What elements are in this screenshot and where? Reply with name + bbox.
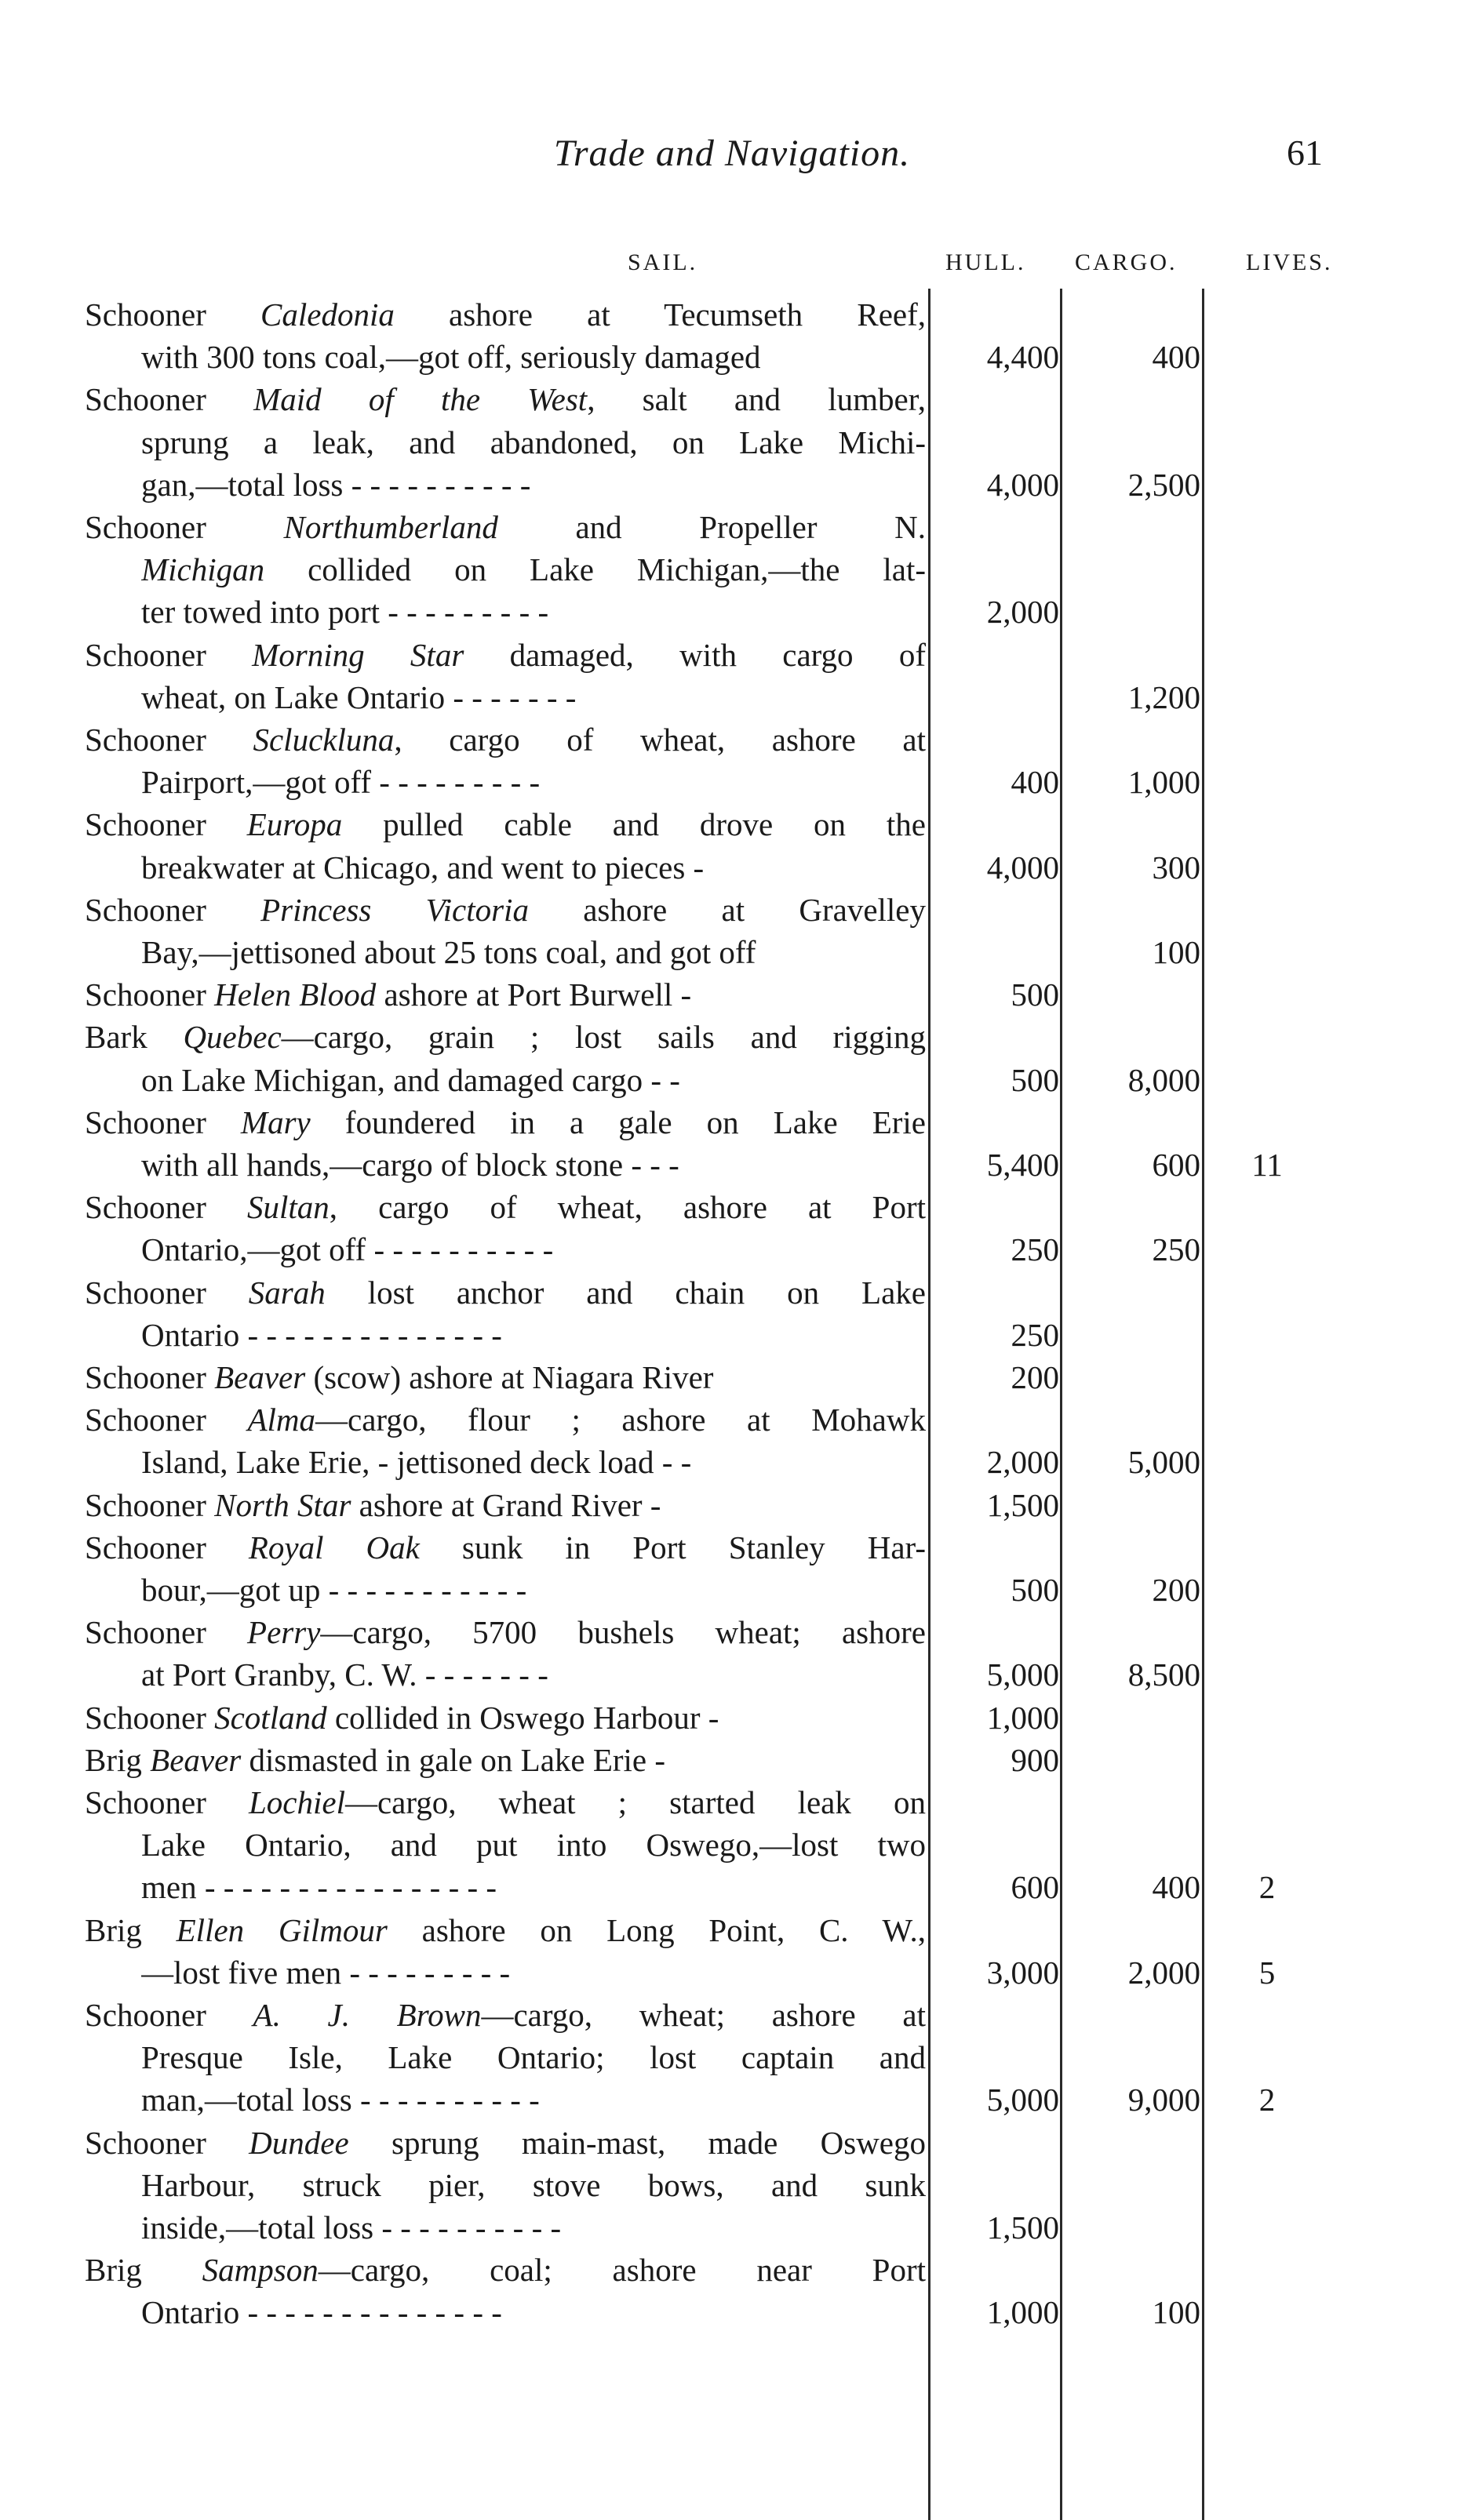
hull-value: 250 <box>1011 1316 1059 1353</box>
vessel-name: Lochiel <box>248 1784 345 1820</box>
entry-text: Schooner <box>85 806 247 843</box>
cargo-value: 1,200 <box>1127 678 1200 715</box>
entry-line <box>85 1189 926 1225</box>
hull-value: 5,000 <box>986 1656 1059 1693</box>
vessel-name: Sarah <box>248 1274 326 1311</box>
cargo-value: 1,000 <box>1127 764 1200 801</box>
vessel-name: Sultan <box>246 1189 330 1226</box>
hull-value: 400 <box>1011 764 1059 801</box>
hull-value: 3,000 <box>986 1954 1059 1991</box>
cargo-value: 400 <box>1152 339 1200 376</box>
column-header-sail: SAIL. <box>628 249 698 275</box>
entry-line <box>85 1997 926 2033</box>
entry-text: —cargo, 5700 bushels wheat; ashore <box>320 1614 926 1651</box>
entry-line <box>85 976 926 1013</box>
entry-line <box>85 1700 926 1736</box>
entry-line <box>85 2125 926 2161</box>
column-rule <box>928 289 930 2520</box>
entry-text: Schooner <box>85 1274 249 1311</box>
hull-value: 500 <box>1011 1061 1059 1098</box>
entry-line: Ontario - - - - - - - - - - - - - - <box>141 1316 502 1353</box>
entry-line: inside,—total loss - - - - - - - - - - <box>141 2209 562 2245</box>
entry-text: dismasted in gale on Lake Erie - <box>241 1741 666 1778</box>
entry-line: with 300 tons coal,—got off, seriously damaged <box>141 339 761 376</box>
entry-text: Schooner <box>85 1784 249 1820</box>
cargo-value: 8,000 <box>1127 1061 1200 1098</box>
hull-value: 4,400 <box>986 339 1059 376</box>
vessel-name: Scotland <box>214 1699 327 1736</box>
cargo-value: 8,500 <box>1127 1656 1200 1693</box>
vessel-name: Ellen Gilmour <box>176 1911 388 1948</box>
entry-text: Schooner <box>85 1402 248 1438</box>
vessel-name: Northumberland <box>283 509 498 545</box>
entry-line <box>85 1742 926 1778</box>
entry-text: Schooner <box>85 1189 247 1226</box>
entry-line <box>85 1402 926 1438</box>
hull-value: 200 <box>1011 1359 1059 1395</box>
vessel-name: Dundee <box>249 2124 349 2161</box>
entry-line <box>85 1529 926 1565</box>
vessel-name: Beaver <box>214 1359 306 1395</box>
entry-line: Lake Ontario, and put into Oswego,—lost two <box>141 1827 926 1864</box>
entry-text: Schooner <box>85 722 253 758</box>
vessel-name: Royal Oak <box>248 1529 420 1565</box>
entry-line <box>85 1912 926 1948</box>
cargo-value: 400 <box>1152 1869 1200 1906</box>
vessel-name: Morning Star <box>252 636 464 673</box>
entry-text: Schooner <box>85 976 215 1013</box>
column-header-hull: HULL. <box>945 249 1026 275</box>
entry-line: breakwater at Chicago, and went to pieces - <box>141 849 705 885</box>
cargo-value: 9,000 <box>1127 2082 1200 2118</box>
entry-text: damaged, with cargo of <box>464 636 926 673</box>
entry-text: Brig <box>85 2252 202 2289</box>
entry-line: Ontario,—got off - - - - - - - - - - <box>141 1231 554 1268</box>
vessel-name: Sampson <box>202 2252 319 2289</box>
vessel-name: A. J. Brown <box>253 1997 482 2033</box>
entry-line: Presque Isle, Lake Ontario; lost captain and <box>141 2039 926 2076</box>
entry-text: Schooner <box>85 636 253 673</box>
entry-text: Bark <box>85 1019 184 1056</box>
cargo-value: 250 <box>1152 1231 1200 1268</box>
entry-text: —cargo, grain ; lost sails and rigging <box>281 1019 926 1056</box>
cargo-value: 100 <box>1152 2294 1200 2331</box>
cargo-value: 300 <box>1152 849 1200 885</box>
hull-value: 250 <box>1011 1231 1059 1268</box>
entry-line <box>141 551 926 587</box>
lives-value: 2 <box>1258 1869 1276 1906</box>
column-rule <box>1060 289 1062 2520</box>
entry-text: Brig <box>85 1741 151 1778</box>
hull-value: 900 <box>1011 1741 1059 1778</box>
entry-text: ashore on Long Point, C. W., <box>387 1911 926 1948</box>
entry-text: Schooner <box>85 891 261 928</box>
column-header-lives: LIVES. <box>1246 249 1333 275</box>
entry-line: Bay,—jettisoned about 25 tons coal, and got off <box>141 934 756 970</box>
hull-value: 5,400 <box>986 1147 1059 1183</box>
vessel-name: Princess Victoria <box>260 891 529 928</box>
entry-line: wheat, on Lake Ontario - - - - - - - <box>141 678 577 715</box>
entry-text: collided in Oswego Harbour - <box>326 1699 719 1736</box>
hull-value: 600 <box>1011 1869 1059 1906</box>
cargo-value: 100 <box>1152 934 1200 970</box>
entry-line <box>85 1104 926 1140</box>
hull-value: 2,000 <box>986 594 1059 631</box>
hull-value: 2,000 <box>986 1444 1059 1481</box>
vessel-name: Europa <box>246 806 343 843</box>
entry-text: and Propeller N. <box>497 509 926 545</box>
cargo-value: 600 <box>1152 1147 1200 1183</box>
entry-line <box>85 1614 926 1650</box>
vessel-name: Beaver <box>150 1741 242 1778</box>
entry-line: Harbour, struck pier, stove bows, and sunk <box>141 2166 926 2203</box>
cargo-value: 2,000 <box>1127 1954 1200 1991</box>
entry-text: —cargo, flour ; ashore at Mohawk <box>315 1402 926 1438</box>
entry-text: Schooner <box>85 381 254 418</box>
vessel-name: Perry <box>247 1614 321 1651</box>
entry-line: sprung a leak, and abandoned, on Lake Michi- <box>141 424 926 460</box>
cargo-value: 5,000 <box>1127 1444 1200 1481</box>
hull-value: 5,000 <box>986 2082 1059 2118</box>
entry-text: pulled cable and drove on the <box>342 806 926 843</box>
entry-line <box>85 509 926 545</box>
entry-line <box>85 296 926 333</box>
entry-text: Schooner <box>85 1529 249 1565</box>
entry-line <box>85 637 926 673</box>
entry-line: gan,—total loss - - - - - - - - - - <box>141 466 531 503</box>
hull-value: 4,000 <box>986 849 1059 885</box>
entry-line: on Lake Michigan, and damaged cargo - - <box>141 1061 680 1098</box>
hull-value: 1,500 <box>986 2209 1059 2245</box>
page-number: 61 <box>1287 133 1323 173</box>
hull-value: 1,000 <box>986 2294 1059 2331</box>
entry-line: man,—total loss - - - - - - - - - - <box>141 2082 540 2118</box>
entry-text: sprung main-mast, made Oswego <box>348 2124 926 2161</box>
entry-line: Island, Lake Erie, - jettisoned deck load - - <box>141 1444 692 1481</box>
vessel-name: Quebec <box>183 1019 282 1056</box>
entry-text: Schooner <box>85 1699 215 1736</box>
hull-value: 1,500 <box>986 1486 1059 1523</box>
entry-text: (scow) ashore at Niagara River <box>305 1359 714 1395</box>
cargo-value: 200 <box>1152 1572 1200 1608</box>
entry-text: ashore at Gravelley <box>528 891 926 928</box>
entry-text: —cargo, wheat ; started leak on <box>344 1784 926 1820</box>
column-rule <box>1202 289 1204 2520</box>
entry-text: ashore at Port Burwell - <box>376 976 692 1013</box>
entry-line: —lost five men - - - - - - - - - <box>141 1954 511 1991</box>
entry-line <box>85 1487 926 1523</box>
entry-line: with all hands,—cargo of block stone - - - <box>141 1147 679 1183</box>
vessel-name: Maid of the West <box>253 381 588 418</box>
entry-line: Pairport,—got off - - - - - - - - - <box>141 764 541 801</box>
entry-text: Schooner <box>85 1359 215 1395</box>
entry-text: Schooner <box>85 1486 215 1523</box>
vessel-name: Caledonia <box>260 296 395 333</box>
entry-line: bour,—got up - - - - - - - - - - - <box>141 1572 527 1608</box>
entry-text: Schooner <box>85 2124 249 2161</box>
entry-text: Schooner <box>85 509 284 545</box>
entry-line <box>85 722 926 758</box>
vessel-name: Scluckluna <box>253 722 395 758</box>
running-title: Trade and Navigation. <box>553 133 911 174</box>
entry-line <box>85 1019 926 1055</box>
vessel-name: Mary <box>240 1104 311 1140</box>
entry-line: ter towed into port - - - - - - - - - <box>141 594 549 631</box>
entry-text: ashore at Grand River - <box>351 1486 661 1523</box>
lives-value: 11 <box>1251 1147 1283 1183</box>
entry-line <box>85 1784 926 1820</box>
entry-line <box>85 1275 926 1311</box>
entry-text: Schooner <box>85 1104 241 1140</box>
cargo-value: 2,500 <box>1127 466 1200 503</box>
entry-text: Brig <box>85 1911 177 1948</box>
entry-line <box>85 381 926 417</box>
vessel-name: North Star <box>214 1486 351 1523</box>
lives-value: 5 <box>1258 1954 1276 1991</box>
entry-text: sunk in Port Stanley Har- <box>419 1529 926 1565</box>
entry-text: —cargo, coal; ashore near Port <box>318 2252 926 2289</box>
entry-line <box>85 1359 926 1395</box>
vessel-name: Helen Blood <box>214 976 377 1013</box>
entry-text: collided on Lake Michigan,—the lat- <box>264 551 926 588</box>
entry-text: Schooner <box>85 1614 248 1651</box>
vessel-name: Michigan <box>141 551 265 588</box>
entry-line: at Port Granby, C. W. - - - - - - - <box>141 1656 548 1693</box>
entry-text: foundered in a gale on Lake Erie <box>310 1104 926 1140</box>
entry-line: men - - - - - - - - - - - - - - - - <box>141 1869 497 1906</box>
entry-text: , salt and lumber, <box>587 381 926 418</box>
entry-line <box>85 806 926 842</box>
entry-line <box>85 892 926 928</box>
hull-value: 500 <box>1011 1572 1059 1608</box>
entry-text: —cargo, wheat; ashore at <box>481 1997 926 2033</box>
hull-value: 500 <box>1011 976 1059 1013</box>
entry-text: ashore at Tecumseth Reef, <box>394 296 926 333</box>
entry-text: , cargo of wheat, ashore at Port <box>329 1189 926 1226</box>
vessel-name: Alma <box>247 1402 315 1438</box>
hull-value: 4,000 <box>986 466 1059 503</box>
entry-line <box>85 2252 926 2288</box>
lives-value: 2 <box>1258 2082 1276 2118</box>
entry-text: lost anchor and chain on Lake <box>325 1274 926 1311</box>
hull-value: 1,000 <box>986 1699 1059 1736</box>
entry-line: Ontario - - - - - - - - - - - - - - <box>141 2294 502 2331</box>
column-header-cargo: CARGO. <box>1075 249 1178 275</box>
entry-text: Schooner <box>85 296 261 333</box>
entry-text: , cargo of wheat, ashore at <box>394 722 926 758</box>
entry-text: Schooner <box>85 1997 253 2033</box>
